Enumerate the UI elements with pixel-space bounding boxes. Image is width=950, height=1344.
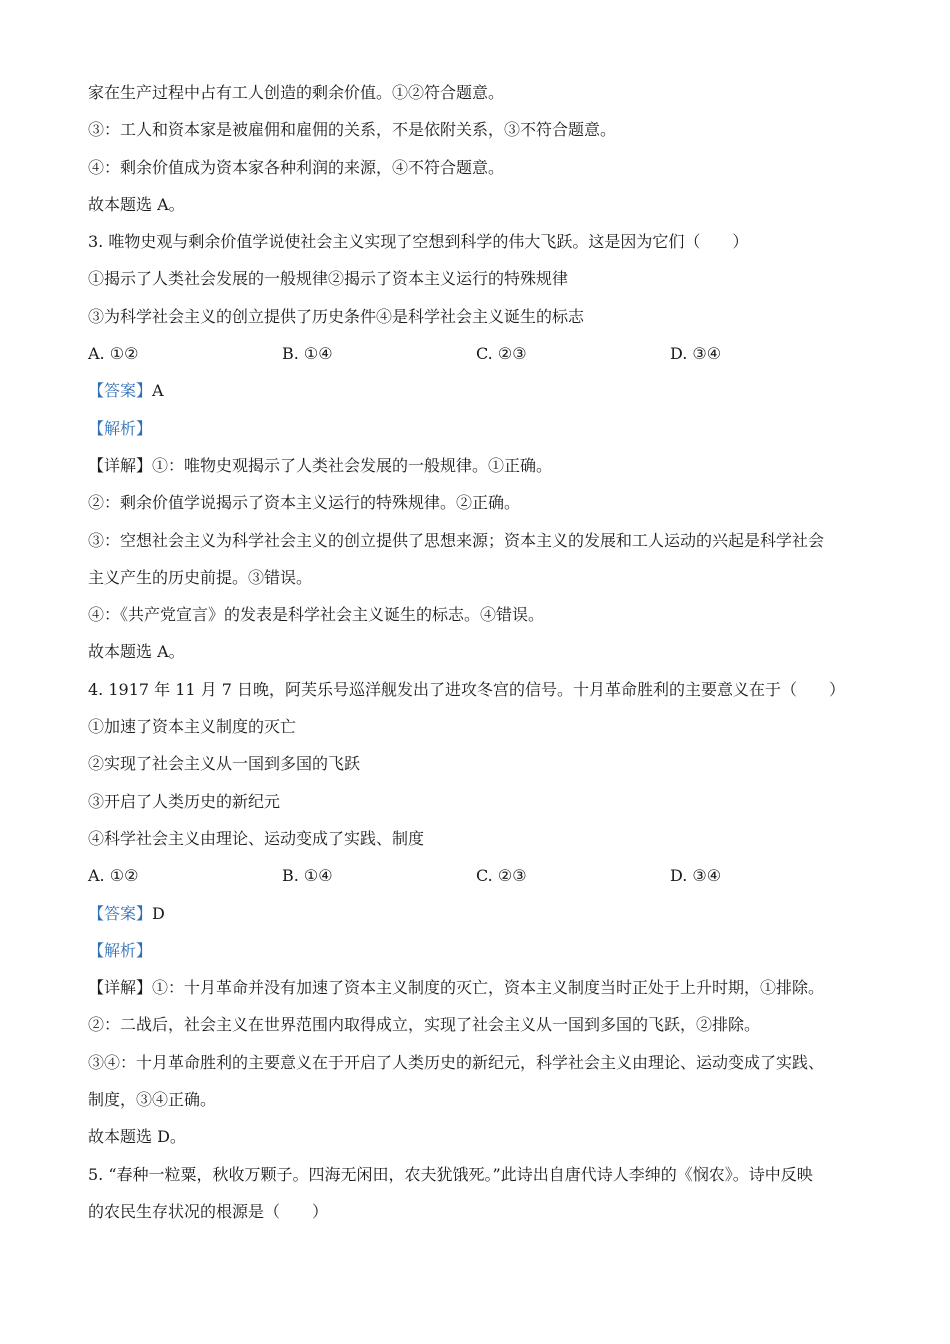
detail-tag: 【详解】 [88, 455, 153, 475]
answer-tag: 【答案】 [88, 381, 153, 401]
question-4-answer [88, 895, 868, 932]
answer-value: D [152, 903, 165, 923]
question-3-analysis-heading [88, 410, 868, 447]
question-4-item-2: ②实现了社会主义从一国到多国的飞跃 [88, 754, 361, 774]
prev-answer-line-1: 家在生产过程中占有工人创造的剩余价值。①②符合题意。 [88, 83, 505, 102]
question-3-conclusion: 故本题选 A。 [88, 642, 185, 662]
option-b: B. ①④ [282, 866, 333, 886]
question-3-item-2: ③为科学社会主义的创立提供了历史条件④是科学社会主义诞生的标志 [88, 306, 585, 326]
detail-text: ①：十月革命并没有加速了资本主义制度的灭亡，资本主义制度当时正处于上升时期，①排除。 [152, 978, 825, 998]
question-3-detail-5: ④：《共产党宣言》的发表是科学社会主义诞生的标志。④错误。 [88, 605, 545, 625]
prev-answer-line-3: ④：剩余价值成为资本家各种利润的来源，④不符合题意。 [88, 157, 505, 177]
question-4-detail-3: ③④：十月革命胜利的主要意义在于开启了人类历史的新纪元，科学社会主义由理论、运动变成了实践、 [88, 1052, 825, 1072]
question-3-options [88, 335, 868, 372]
option-a: A. ①② [88, 866, 139, 886]
question-4-detail-1 [88, 969, 868, 1006]
question-4-detail-2: ②：二战后，社会主义在世界范围内取得成立，实现了社会主义从一国到多国的飞跃，②排除。 [88, 1015, 761, 1035]
question-4-stem: 4. 1917 年 11 月 7 日晚，阿芙乐号巡洋舰发出了进攻冬宫的信号。十月革命胜利的主要意义在于（ ） [88, 679, 846, 699]
question-5-stem-line-2: 的农民生存状况的根源是（ ） [88, 1201, 329, 1221]
question-3-detail-1 [88, 447, 868, 484]
question-5-stem-line-1: 5. “春种一粒粟，秋收万颗子。四海无闲田，农夫犹饿死。”此诗出自唐代诗人李绅的《悯农》。诗中反映 [88, 1164, 813, 1184]
question-4-item-3: ③开启了人类历史的新纪元 [88, 791, 281, 811]
question-3-stem: 3. 唯物史观与剩余价值学说使社会主义实现了空想到科学的伟大飞跃。这是因为它们（ ） [88, 232, 749, 252]
detail-text: ①：唯物史观揭示了人类社会发展的一般规律。①正确。 [152, 455, 553, 475]
question-3-detail-3: ③：空想社会主义为科学社会主义的创立提供了思想来源；资本主义的发展和工人运动的兴起是科学社会 [88, 530, 825, 550]
question-3-answer [88, 372, 868, 409]
question-4-item-4: ④科学社会主义由理论、运动变成了实践、制度 [88, 828, 425, 848]
question-4-conclusion: 故本题选 D。 [88, 1127, 186, 1147]
question-3-detail-2: ②：剩余价值学说揭示了资本主义运行的特殊规律。②正确。 [88, 493, 521, 513]
analysis-tag: 【解析】 [88, 418, 153, 438]
question-3-detail-4: 主义产生的历史前提。③错误。 [88, 567, 313, 587]
analysis-tag: 【解析】 [88, 940, 153, 960]
question-3-item-1: ①揭示了人类社会发展的一般规律②揭示了资本主义运行的特殊规律 [88, 269, 569, 289]
question-4-detail-4: 制度，③④正确。 [88, 1090, 217, 1110]
option-c: C. ②③ [476, 344, 527, 364]
option-d: D. ③④ [670, 344, 722, 364]
option-b: B. ①④ [282, 344, 333, 364]
option-a: A. ①② [88, 344, 139, 364]
question-4-options [88, 857, 868, 894]
detail-tag: 【详解】 [88, 978, 153, 998]
option-c: C. ②③ [476, 866, 527, 886]
document-page [88, 74, 868, 1230]
prev-answer-line-2: ③：工人和资本家是被雇佣和雇佣的关系，不是依附关系，③不符合题意。 [88, 120, 617, 140]
prev-conclusion: 故本题选 A。 [88, 194, 185, 214]
answer-value: A [152, 381, 164, 401]
question-4-item-1: ①加速了资本主义制度的灭亡 [88, 717, 297, 737]
question-4-analysis-heading [88, 932, 868, 969]
option-d: D. ③④ [670, 866, 722, 886]
answer-tag: 【答案】 [88, 903, 153, 923]
